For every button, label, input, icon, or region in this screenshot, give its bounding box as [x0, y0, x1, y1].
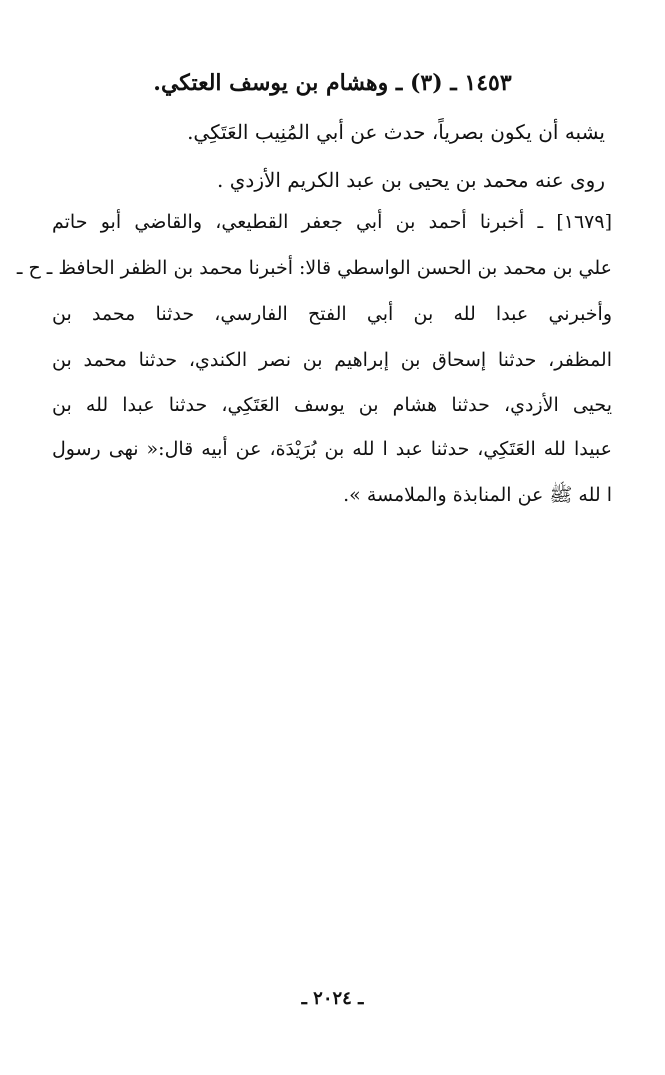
hadith-line: وأخبرني عبدا لله بن أبي الفتح الفارسي، حدثنا محمد بن — [52, 303, 612, 325]
entry-heading: ١٤٥٣ ـ (٣) ـ وهشام بن يوسف العتكي. — [153, 70, 512, 96]
hadith-line: المظفر، حدثنا إسحاق بن إبراهيم بن نصر الكندي، حدثنا محمد بن — [52, 349, 612, 371]
hadith-line: يحيى الأزدي، حدثنا هشام بن يوسف العَتَكِي، حدثنا عبدا لله بن — [52, 394, 612, 416]
bio-line: يشبه أن يكون بصرياً، حدث عن أبي المُنِيب العَتَكِي. — [187, 120, 605, 144]
hadith-line: علي بن محمد بن الحسن الواسطي قالا: أخبرنا محمد بن الظفر الحافظ ـ ح ـ — [16, 257, 612, 279]
hadith-line-last: ا لله ﷺ عن المنابذة والملامسة ». — [343, 484, 612, 506]
page-number: ـ ٢٠٢٤ ـ — [301, 988, 364, 1009]
bio-line: روى عنه محمد بن يحيى بن عبد الكريم الأزدي . — [217, 168, 605, 192]
hadith-line: [١٦٧٩] ـ أخبرنا أحمد بن أبي جعفر القطيعي، والقاضي أبو حاتم — [52, 211, 612, 233]
hadith-line: عبيدا لله العَتَكِي، حدثنا عبد ا لله بن بُرَيْدَة، عن أبيه قال:« نهى رسول — [52, 438, 612, 460]
